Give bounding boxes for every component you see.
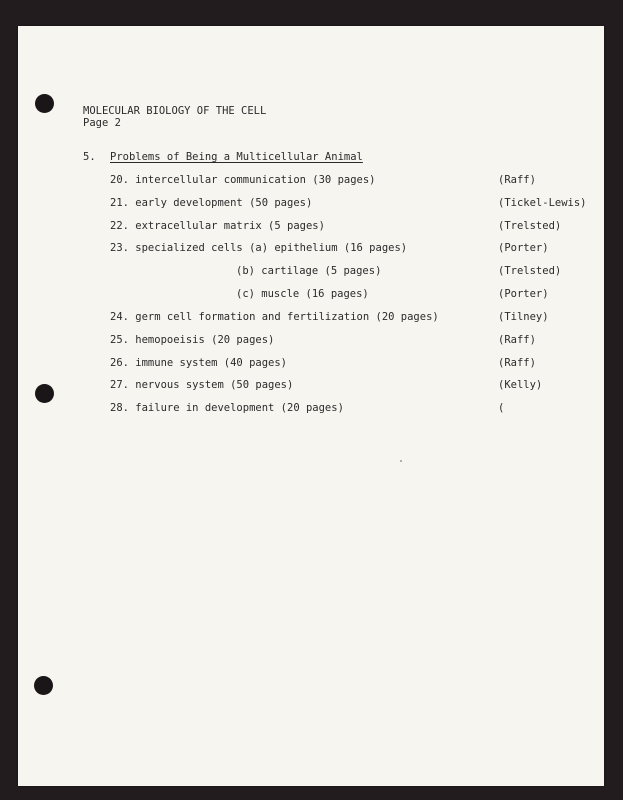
list-item-author: (Tickel-Lewis) — [498, 197, 587, 209]
document-page — [18, 26, 604, 786]
binder-hole-middle — [35, 384, 54, 403]
list-item-text: 23. specialized cells (a) epithelium (16 pages) — [110, 242, 408, 254]
binder-hole-bottom — [34, 676, 53, 695]
list-item-author: (Tilney) — [498, 311, 549, 323]
section-number: 5. — [83, 151, 96, 163]
list-item-text: 26. immune system (40 pages) — [110, 357, 288, 369]
list-item-text: (b) cartilage (5 pages) — [236, 265, 382, 277]
list-item-text: (c) muscle (16 pages) — [236, 288, 369, 300]
list-item-author: (Raff) — [498, 334, 536, 346]
list-item-author: (Porter) — [498, 288, 549, 300]
document-title: MOLECULAR BIOLOGY OF THE CELL — [83, 105, 267, 117]
list-item-author: ( — [498, 402, 505, 414]
list-item-author: (Raff) — [498, 357, 536, 369]
section-title: Problems of Being a Multicellular Animal — [110, 151, 363, 163]
list-item-author: (Trelsted) — [498, 265, 562, 277]
list-item-text: 28. failure in development (20 pages) — [110, 402, 344, 414]
list-item-text: 27. nervous system (50 pages) — [110, 379, 294, 391]
list-item-author: (Porter) — [498, 242, 549, 254]
list-item-text: 25. hemopoeisis (20 pages) — [110, 334, 275, 346]
list-item-author: (Kelly) — [498, 379, 543, 391]
list-item-text: 20. intercellular communication (30 pages) — [110, 174, 376, 186]
list-item-text: 24. germ cell formation and fertilization (20 pages) — [110, 311, 439, 323]
list-item-text: 21. early development (50 pages) — [110, 197, 313, 209]
paper-speck — [400, 460, 402, 462]
list-item-author: (Raff) — [498, 174, 536, 186]
page-number: Page 2 — [83, 117, 121, 129]
binder-hole-top — [35, 94, 54, 113]
list-item-text: 22. extracellular matrix (5 pages) — [110, 220, 325, 232]
list-item-author: (Trelsted) — [498, 220, 562, 232]
